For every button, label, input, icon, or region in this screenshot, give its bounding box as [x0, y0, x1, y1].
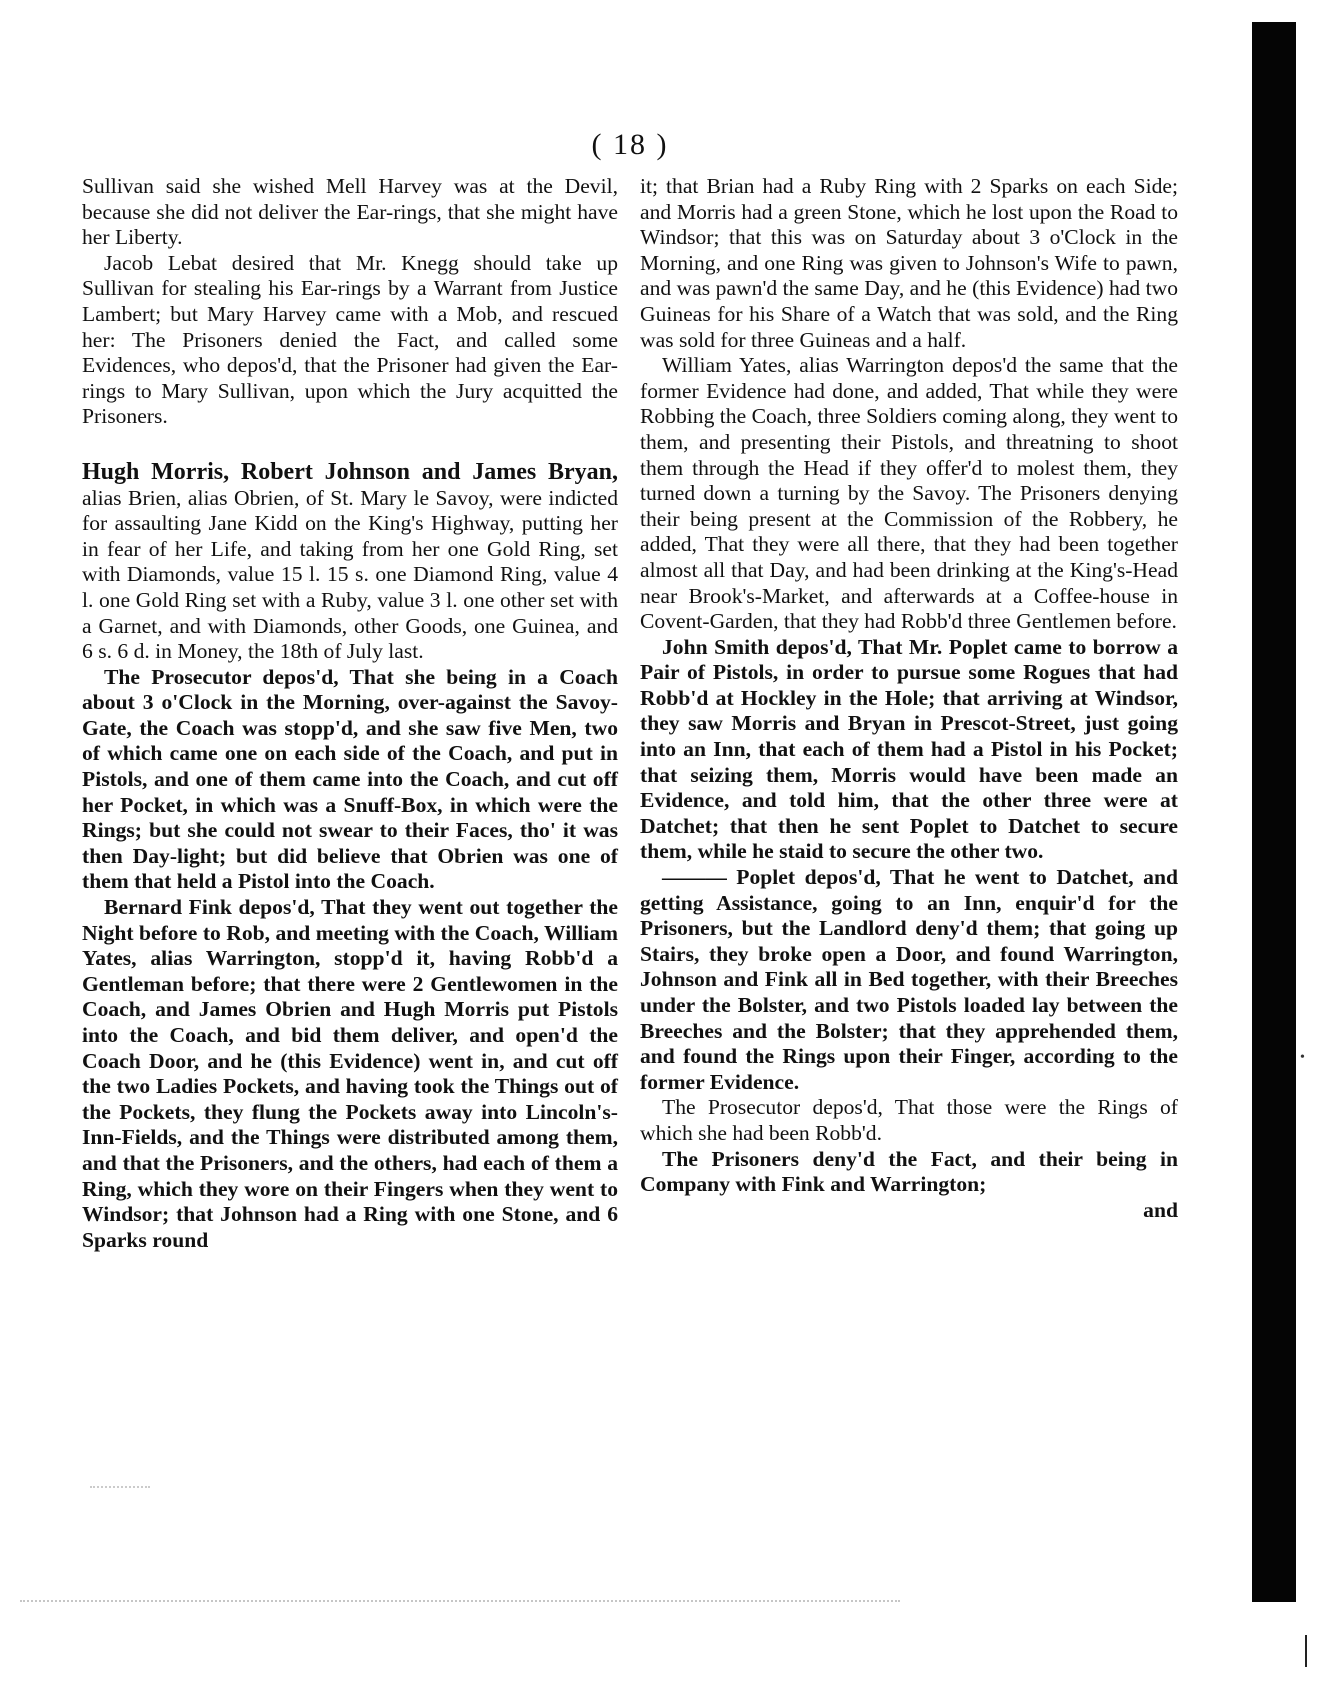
catchword: and — [1143, 1197, 1178, 1222]
scan-edge-shadow — [1252, 22, 1296, 1602]
right-column — [640, 174, 1178, 1223]
left-column — [82, 174, 618, 1253]
paragraph: William Yates, alias Warrington depos'd the same that the former Evidence had done, and added, That while they were Robbing the Coach, three Soldiers coming along, they went to them, and presenting their Pistols, and threatning to shoot them through the Head if they offer'd to molest them, they turned down a turning by the Savoy. The Prisoners denying their being present at the Commission of the Robbery, he added, That they were all there, that they had been together almost all that Day, and had been drinking at the King's-Head near Brook's-Market, and afterwards at a Coffee-house in Covent-Garden, that they had Robb'd three Gentlemen before. — [640, 353, 1178, 634]
indictment-text: alias Brien, alias Obrien, of St. Mary le Savoy, were indicted for assaulting Jane Kidd on the King's Highway, putting her in fear of her Life, and taking from her one Gold Ring, set with Diamonds, value 15 l. 15 s. one Diamond Ring, value 4 l. one Gold Ring set with a Ruby, value 3 l. one other set with a Garnet, and with Diamonds, other Goods, one Guinea, and 6 s. 6 d. in Money, the 18th of July last. — [82, 485, 618, 664]
scan-noise-small — [90, 1486, 150, 1492]
paragraph: Bernard Fink depos'd, That they went out together the Night before to Rob, and meeting with the Coach, William Yates, alias Warrington, stopp'd it, having Robb'd a Gentleman before; that there were 2 Gentlewomen in the Coach, and James Obrien and Hugh Morris put Pistols into the Coach, and bid them deliver, and open'd the Coach Door, and he (this Evidence) went in, and cut off the two Ladies Pockets, and having took the Things out of the Pockets, they flung the Pockets away into Lincoln's-Inn-Fields, and the Things were distributed among them, and that the Prisoners, and the others, had each of them a Ring, which they wore on their Fingers when they went to Windsor; that Johnson had a Ring with one Stone, and 6 Sparks round — [82, 895, 618, 1252]
paragraph: The Prosecutor depos'd, That those were the Rings of which she had been Robb'd. — [640, 1095, 1178, 1145]
page-number: ( 18 ) — [591, 128, 669, 161]
scan-noise — [20, 1600, 900, 1612]
paragraph: The Prosecutor depos'd, That she being in a Coach about 3 o'Clock in the Morning, over-against the Savoy-Gate, the Coach was stopp'd, and she saw five Men, two of which came one on each side of the Coach, and put in Pistols, and one of them came into the Coach, and cut off her Pocket, in which was a Snuff-Box, in which were the Rings; but she could not swear to their Faces, tho' it was then Day-light; but did believe that Obrien was one of them that held a Pistol into the Coach. — [82, 664, 618, 894]
scan-edge-mark — [1305, 1635, 1307, 1667]
paragraph: ——— Poplet depos'd, That he went to Datchet, and getting Assistance, going to an Inn, enquir'd for the Prisoners, but the Landlord deny'd them; that going up Stairs, they broke open a Door, and found Warrington, Johnson and Fink all in Bed together, with their Breeches under the Bolster, and two Pistols loaded lay between the Breeches and the Bolster; that they apprehended them, and found the Rings upon their Finger, according to the former Evidence. — [640, 865, 1178, 1094]
paragraph: it; that Brian had a Ruby Ring with 2 Sparks on each Side; and Morris had a green Stone, which he lost upon the Road to Windsor; that this was on Saturday about 3 o'Clock in the Morning, and one Ring was given to Johnson's Wife to pawn, and was pawn'd the same Day, and he (this Evidence) had two Guineas for his Share of a Watch that was sold, and the Ring was sold for three Guineas and a half. — [640, 174, 1178, 352]
defendant-names: Hugh Morris, Robert Johnson and James Bryan, — [82, 458, 618, 485]
paragraph: Jacob Lebat desired that Mr. Knegg should take up Sullivan for stealing his Ear-rings by a Warrant from Justice Lambert; but Mary Harvey came with a Mob, and rescued her: The Prisoners denied the Fact, and called some Evidences, who depos'd, that the Prisoner had given the Ear-rings to Mary Sullivan, upon which the Jury acquitted the Prisoners. — [82, 250, 618, 429]
paragraph: The Prisoners deny'd the Fact, and their being in Company with Fink and Warrington; — [640, 1146, 1178, 1197]
paragraph: John Smith depos'd, That Mr. Poplet came to borrow a Pair of Pistols, in order to pursue some Rogues that had Robb'd at Hockley in the Hole; that arriving at Windsor, they saw Morris and Bryan in Prescot-Street, just going into an Inn, that each of them had a Pistol in his Pocket; that seizing them, Morris would have been made an Evidence, and told him, that the other three were at Datchet; that then he sent Poplet to Datchet to secure them, while he staid to secure the other two. — [640, 634, 1178, 864]
paragraph: Sullivan said she wished Mell Harvey was at the Devil, because she did not deliver the Ear-rings, that she might have her Liberty. — [82, 174, 618, 250]
scan-speck: • — [1300, 1050, 1305, 1065]
case-heading-paragraph — [82, 460, 618, 665]
